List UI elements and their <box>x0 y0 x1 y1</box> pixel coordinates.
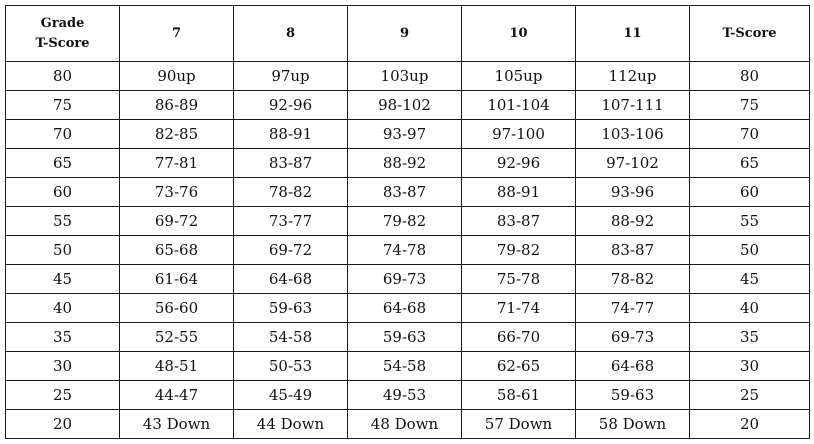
score-range-cell: 71-74 <box>462 294 576 323</box>
score-range-cell: 77-81 <box>120 149 234 178</box>
score-range-cell: 103up <box>348 62 462 91</box>
score-range-cell: 50-53 <box>234 352 348 381</box>
score-range-cell: 92-96 <box>234 91 348 120</box>
score-range-cell: 54-58 <box>348 352 462 381</box>
tscore-cell-right: 50 <box>690 236 810 265</box>
score-range-cell: 61-64 <box>120 265 234 294</box>
tscore-cell: 20 <box>6 410 120 439</box>
score-range-cell: 88-91 <box>234 120 348 149</box>
score-range-cell: 58 Down <box>576 410 690 439</box>
score-range-cell: 78-82 <box>234 178 348 207</box>
header-row <box>6 6 810 62</box>
score-range-cell: 103-106 <box>576 120 690 149</box>
score-range-cell: 97up <box>234 62 348 91</box>
table-row <box>6 294 810 323</box>
table-row <box>6 265 810 294</box>
tscore-cell-right: 70 <box>690 120 810 149</box>
tscore-cell: 35 <box>6 323 120 352</box>
table-row <box>6 323 810 352</box>
tscore-cell: 75 <box>6 91 120 120</box>
score-range-cell: 97-100 <box>462 120 576 149</box>
score-range-cell: 93-96 <box>576 178 690 207</box>
score-range-cell: 62-65 <box>462 352 576 381</box>
score-range-cell: 74-78 <box>348 236 462 265</box>
tscore-cell-right: 45 <box>690 265 810 294</box>
score-range-cell: 44-47 <box>120 381 234 410</box>
tscore-cell: 25 <box>6 381 120 410</box>
table-row <box>6 236 810 265</box>
score-range-cell: 112up <box>576 62 690 91</box>
header-grade-10: 10 <box>462 6 576 62</box>
table-row <box>6 352 810 381</box>
table-body <box>6 62 810 439</box>
score-range-cell: 59-63 <box>576 381 690 410</box>
score-range-cell: 90up <box>120 62 234 91</box>
score-range-cell: 64-68 <box>234 265 348 294</box>
tscore-cell-right: 25 <box>690 381 810 410</box>
tscore-cell: 50 <box>6 236 120 265</box>
score-range-cell: 83-87 <box>576 236 690 265</box>
score-range-cell: 59-63 <box>234 294 348 323</box>
header-grade-label: Grade <box>40 15 85 31</box>
score-range-cell: 43 Down <box>120 410 234 439</box>
tscore-cell: 80 <box>6 62 120 91</box>
score-range-cell: 88-92 <box>576 207 690 236</box>
table-row <box>6 410 810 439</box>
header-grade-tscore <box>6 6 120 62</box>
score-range-cell: 92-96 <box>462 149 576 178</box>
tscore-cell: 60 <box>6 178 120 207</box>
tscore-cell-right: 30 <box>690 352 810 381</box>
score-range-cell: 83-87 <box>234 149 348 178</box>
score-range-cell: 69-73 <box>576 323 690 352</box>
tscore-cell: 40 <box>6 294 120 323</box>
score-range-cell: 93-97 <box>348 120 462 149</box>
score-range-cell: 105up <box>462 62 576 91</box>
tscore-cell: 30 <box>6 352 120 381</box>
tscore-cell: 65 <box>6 149 120 178</box>
score-range-cell: 45-49 <box>234 381 348 410</box>
score-range-cell: 79-82 <box>348 207 462 236</box>
tscore-cell-right: 35 <box>690 323 810 352</box>
header-grade-7: 7 <box>120 6 234 62</box>
tscore-cell-right: 60 <box>690 178 810 207</box>
score-range-cell: 52-55 <box>120 323 234 352</box>
score-range-cell: 86-89 <box>120 91 234 120</box>
score-range-cell: 78-82 <box>576 265 690 294</box>
score-range-cell: 69-72 <box>120 207 234 236</box>
score-range-cell: 64-68 <box>576 352 690 381</box>
score-range-cell: 54-58 <box>234 323 348 352</box>
score-range-cell: 98-102 <box>348 91 462 120</box>
table-row <box>6 120 810 149</box>
tscore-cell: 55 <box>6 207 120 236</box>
score-range-cell: 65-68 <box>120 236 234 265</box>
score-range-cell: 56-60 <box>120 294 234 323</box>
table-row <box>6 149 810 178</box>
score-range-cell: 83-87 <box>348 178 462 207</box>
score-range-cell: 64-68 <box>348 294 462 323</box>
score-range-cell: 73-77 <box>234 207 348 236</box>
score-range-cell: 48 Down <box>348 410 462 439</box>
header-grade-8: 8 <box>234 6 348 62</box>
score-range-cell: 69-72 <box>234 236 348 265</box>
score-range-cell: 73-76 <box>120 178 234 207</box>
header-tscore-label: T-Score <box>35 35 90 51</box>
tscore-cell-right: 55 <box>690 207 810 236</box>
score-range-cell: 57 Down <box>462 410 576 439</box>
score-range-cell: 75-78 <box>462 265 576 294</box>
score-range-cell: 44 Down <box>234 410 348 439</box>
tscore-table <box>5 5 810 439</box>
score-range-cell: 83-87 <box>462 207 576 236</box>
score-range-cell: 97-102 <box>576 149 690 178</box>
tscore-cell: 70 <box>6 120 120 149</box>
table-row <box>6 91 810 120</box>
score-range-cell: 58-61 <box>462 381 576 410</box>
tscore-cell-right: 75 <box>690 91 810 120</box>
header-tscore-right: T-Score <box>690 6 810 62</box>
tscore-cell-right: 80 <box>690 62 810 91</box>
table-row <box>6 62 810 91</box>
score-table-container <box>5 5 809 438</box>
score-range-cell: 88-92 <box>348 149 462 178</box>
score-range-cell: 88-91 <box>462 178 576 207</box>
score-range-cell: 59-63 <box>348 323 462 352</box>
score-range-cell: 66-70 <box>462 323 576 352</box>
header-grade-11: 11 <box>576 6 690 62</box>
table-row <box>6 178 810 207</box>
table-row <box>6 207 810 236</box>
score-range-cell: 69-73 <box>348 265 462 294</box>
score-range-cell: 82-85 <box>120 120 234 149</box>
score-range-cell: 49-53 <box>348 381 462 410</box>
score-range-cell: 48-51 <box>120 352 234 381</box>
score-range-cell: 107-111 <box>576 91 690 120</box>
table-row <box>6 381 810 410</box>
tscore-cell-right: 65 <box>690 149 810 178</box>
score-range-cell: 101-104 <box>462 91 576 120</box>
tscore-cell: 45 <box>6 265 120 294</box>
tscore-cell-right: 40 <box>690 294 810 323</box>
header-grade-9: 9 <box>348 6 462 62</box>
tscore-cell-right: 20 <box>690 410 810 439</box>
score-range-cell: 74-77 <box>576 294 690 323</box>
score-range-cell: 79-82 <box>462 236 576 265</box>
